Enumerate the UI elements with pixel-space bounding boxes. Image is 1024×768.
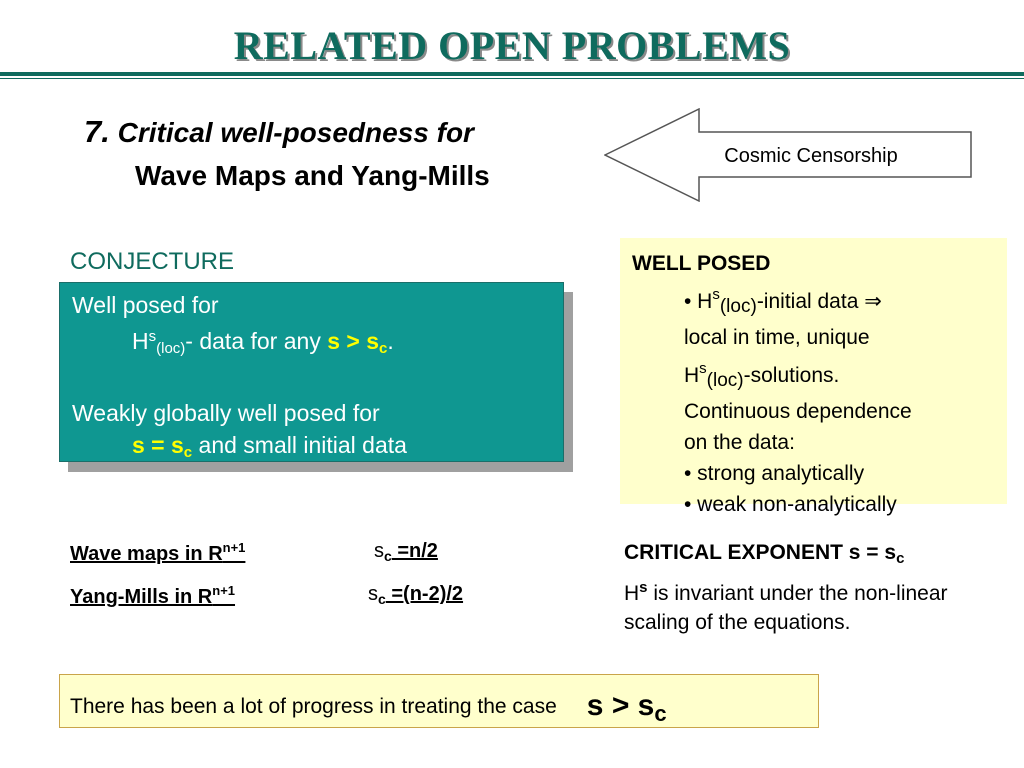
wave-maps-exponent [374, 540, 438, 564]
s-symbol: s [374, 540, 384, 562]
s-superscript: s [699, 360, 707, 377]
conjecture-box [59, 282, 564, 462]
well-posed-line6: • strong analytically [684, 462, 865, 485]
well-posed-line5: on the data: [684, 431, 795, 454]
s-symbol: s [368, 583, 378, 605]
critical-exponent-text: CRITICAL EXPONENT s = s [624, 541, 897, 564]
solutions-text: -solutions. [743, 364, 840, 387]
s-superscript: s [712, 286, 720, 303]
c-subscript: c [378, 591, 386, 607]
c-subscript: c [183, 444, 193, 461]
wave-maps-label [70, 540, 246, 565]
well-posed-line1 [632, 279, 995, 322]
n-plus-1-superscript: n+1 [222, 540, 246, 555]
initial-data-text: -initial data ⇒ [756, 290, 882, 313]
loc-subscript: (loc) [706, 370, 744, 391]
c-subscript: c [896, 550, 905, 567]
problem-number: 7. [84, 114, 110, 149]
wave-maps-text: Wave maps in R [70, 543, 223, 565]
conjecture-line2 [72, 321, 551, 365]
yang-mills-exponent [368, 583, 463, 607]
loc-subscript: (loc) [156, 340, 186, 357]
wave-maps-row [70, 540, 245, 566]
critical-condition: s = s [132, 432, 184, 458]
yang-mills-label [70, 583, 236, 608]
well-posed-box [620, 238, 1007, 516]
h-symbol: H [132, 328, 149, 354]
title-rule-thin [0, 78, 1024, 79]
conjecture-line4-text: and small initial data [192, 432, 407, 458]
conjecture-line4 [72, 429, 551, 469]
well-posed-line7: • weak non-analytically [684, 493, 897, 516]
conjecture-line1: Well posed for [72, 292, 219, 318]
yang-mills-text: Yang-Mills in R [70, 586, 213, 608]
c-subscript: c [384, 548, 392, 564]
yang-mills-value: =(n-2)/2 [385, 583, 464, 605]
progress-note-box [59, 674, 819, 728]
conjecture-line2-text: - data for any [185, 328, 328, 354]
progress-condition: s > s [586, 689, 655, 722]
h-symbol: H [624, 582, 640, 605]
slide-title: RELATED OPEN PROBLEMS [233, 23, 791, 68]
n-plus-1-superscript: n+1 [212, 583, 236, 598]
well-posed-line4: Continuous dependence [684, 400, 912, 423]
period: . [387, 328, 394, 354]
loc-subscript: (loc) [719, 296, 757, 317]
problem-line1: Critical well-posedness for [117, 117, 474, 148]
well-posed-line2: local in time, unique [684, 326, 870, 349]
s-superscript: s [148, 328, 157, 345]
critical-exponent-title [624, 538, 1004, 573]
c-subscript: c [654, 701, 667, 726]
well-posed-title: WELL POSED [632, 252, 771, 275]
progress-text: There has been a lot of progress in treating the case [70, 695, 557, 718]
wave-maps-value: =n/2 [391, 540, 438, 562]
well-posed-line3 [632, 353, 995, 396]
h-symbol: H [684, 364, 700, 387]
title-rule [0, 72, 1024, 76]
s-superscript: s [639, 579, 648, 596]
conjecture-line3: Weakly globally well posed for [72, 400, 380, 426]
arrow-label: Cosmic Censorship [724, 145, 898, 167]
critical-exponent-block [624, 538, 1004, 637]
spacer [72, 365, 551, 397]
critical-exponent-description [624, 573, 1004, 637]
condition-text: s > s [327, 328, 380, 354]
c-subscript: c [379, 340, 388, 357]
invariance-text: is invariant under the non-linear scaling of the equations. [624, 582, 948, 634]
yang-mills-row [70, 583, 235, 609]
bullet-h: • H [684, 290, 713, 313]
problem-heading [84, 114, 474, 150]
conjecture-label: CONJECTURE [70, 248, 235, 275]
problem-line2: Wave Maps and Yang-Mills [135, 160, 490, 191]
